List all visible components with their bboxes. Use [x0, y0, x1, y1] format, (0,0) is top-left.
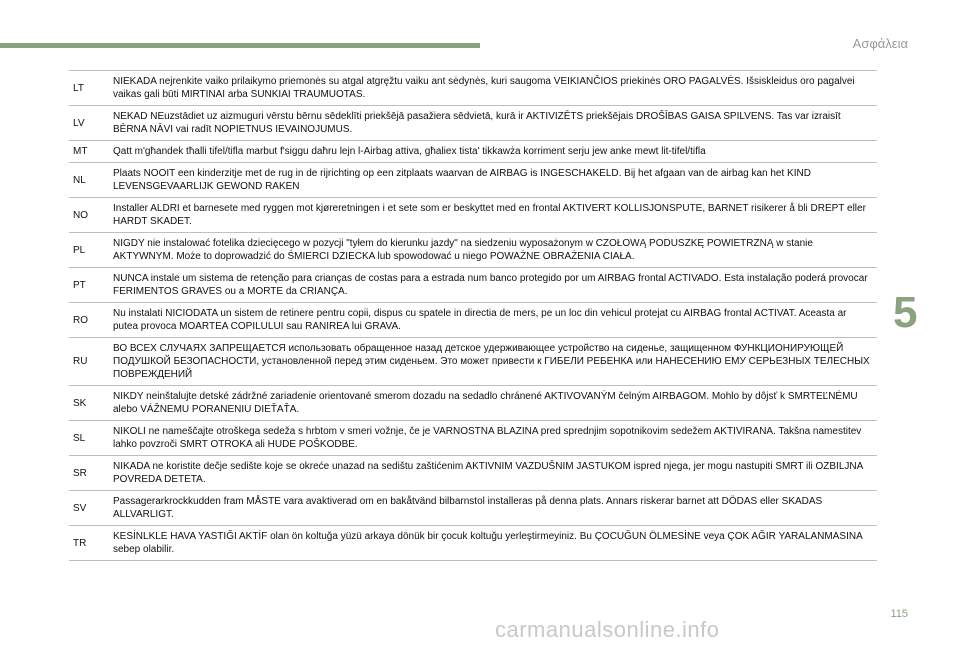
- table-row: [69, 338, 877, 386]
- warning-text: Plaats NOOIT een kinderzitje met de rug in de rijrichting op een zitplaats waarvan de AIRBAG is INGESCHAKELD. Bij het afgaan van de airbag kan het KIND LEVENSGEVAARLIJK GEWOND RAKEN: [107, 163, 877, 198]
- table-row: [69, 491, 877, 526]
- language-code: MT: [69, 141, 107, 163]
- table-row: [69, 526, 877, 561]
- table-row: [69, 386, 877, 421]
- table-row: [69, 163, 877, 198]
- language-code: RO: [69, 303, 107, 338]
- warning-text: NUNCA instale um sistema de retenção para crianças de costas para a estrada num banco protegido por um AIRBAG frontal ACTIVADO. Esta instalação poderá provocar FERIMENTOS GRAVES ou a MORTE da CRIANÇA.: [107, 268, 877, 303]
- language-code: SK: [69, 386, 107, 421]
- language-code: RU: [69, 338, 107, 386]
- chapter-number: 5: [893, 288, 918, 337]
- language-code: PL: [69, 233, 107, 268]
- table-row: [69, 141, 877, 163]
- language-code: PT: [69, 268, 107, 303]
- warning-text: NIKADA ne koristite dečje sedište koje se okreće unazad na sedištu zaštićenim AKTIVNIM VAZDUŠNIM JASTUKOM ispred njega, jer mogu nastupiti SMRT ili OZBILJNA POVREDA DETETA.: [107, 456, 877, 491]
- table-row: [69, 303, 877, 338]
- warning-text: ВО ВСЕХ СЛУЧАЯХ ЗАПРЕЩАЕТСЯ использовать обращенное назад детское удерживающее устройство на сиденье, защищенном ФУНКЦИОНИРУЮЩЕЙ ПОДУШКОЙ БЕЗОПАСНОСТИ, установленной перед этим сиденьем. Это может привести к ГИБЕЛИ РЕБЕНКА или НАНЕСЕНИЮ ЕМУ СЕРЬЕЗНЫХ ТЕЛЕСНЫХ ПОВРЕЖДЕНИЙ: [107, 338, 877, 386]
- warning-text: KESİNLKLE HAVA YASTIĞI AKTİF olan ön koltuğa yüzü arkaya dönük bir çocuk koltuğu yerleştirmeyiniz. Bu ÇOCUĞUN ÖLMESİNE veya ÇOK AĞIR YARALANMASINA sebep olabilir.: [107, 526, 877, 561]
- warning-text: Nu instalati NICIODATA un sistem de retinere pentru copii, dispus cu spatele in directia de mers, pe un loc din vehicul protejat cu AIRBAG frontal ACTIVAT. Aceasta ar putea provoca MOARTEA COPILULUI sau RANIREA lui GRAVA.: [107, 303, 877, 338]
- warning-text: NEKAD NEuzstādiet uz aizmuguri vērstu bērnu sēdeklīti priekšējā pasažiera sēdvietā, kurā ir AKTIVIZĒTS priekšējais DROŠĪBAS GAISA SPILVENS. Tas var izraisīt BĒRNA NĀVI vai radīt NOPIETNUS IEVAINOJUMUS.: [107, 106, 877, 141]
- section-title: Ασφάλεια: [852, 36, 908, 51]
- table-row: [69, 71, 877, 106]
- table-row: [69, 233, 877, 268]
- warning-text: Qatt m'għandek tħalli tifel/tifla marbut f'siggu daħru lejn l-Airbag attiva, għaliex tista' tikkawża korriment serju jew anke mewt lit-tifel/tifla: [107, 141, 877, 163]
- table-row: [69, 198, 877, 233]
- language-code: SR: [69, 456, 107, 491]
- language-code: LV: [69, 106, 107, 141]
- watermark: carmanualsonline.info: [495, 617, 720, 642]
- warning-text: Passagerarkrockkudden fram MÅSTE vara avaktiverad om en bakåtvänd bilbarnstol installeras på denna plats. Annars riskerar barnet att DÖDAS eller SKADAS ALLVARLIGT.: [107, 491, 877, 526]
- page-number: 115: [890, 608, 908, 620]
- language-code: LT: [69, 71, 107, 106]
- warning-text: NIKDY neinštalujte detské zádržné zariadenie orientované smerom dozadu na sedadlo chránené AKTIVOVANÝM čelným AIRBAGOM. Mohlo by dôjsť k SMRTEĽNÉMU alebo VÁŽNEMU PORANENIU DIEŤAŤA.: [107, 386, 877, 421]
- language-code: NL: [69, 163, 107, 198]
- warning-text: NIKOLI ne nameščajte otroškega sedeža s hrbtom v smeri vožnje, če je VARNOSTNA BLAZINA pred sprednjim sopotnikovim sedežem AKTIVIRANA. Takšna namestitev lahko povzroči SMRT OTROKA ali HUDE POŠKODBE.: [107, 421, 877, 456]
- language-code: SV: [69, 491, 107, 526]
- warning-translations-table: [69, 70, 877, 561]
- table-row: [69, 106, 877, 141]
- header-accent-bar: [0, 43, 480, 48]
- warning-text: Installer ALDRI et barnesete med ryggen mot kjøreretningen i et sete som er beskyttet med en frontal AKTIVERT KOLLISJONSPUTE, BARNET risikerer å bli DREPT eller HARDT SKADET.: [107, 198, 877, 233]
- language-code: SL: [69, 421, 107, 456]
- language-code: NO: [69, 198, 107, 233]
- table-row: [69, 456, 877, 491]
- warning-text: NIGDY nie instalować fotelika dziecięcego w pozycji "tyłem do kierunku jazdy" na siedzeniu wyposażonym w CZOŁOWĄ PODUSZKĘ POWIETRZNĄ w stanie AKTYWNYM. Może to doprowadzić do ŚMIERCI DZIECKA lub spowodować u niego POWAŻNE OBRAŻENIA CIAŁA.: [107, 233, 877, 268]
- table-row: [69, 268, 877, 303]
- warning-text: NIEKADA nejrenkite vaiko prilaikymo priemonės su atgal atgręžtu vaiku ant sėdynės, kuri saugoma VEIKIANČIOS priekinės ORO PAGALVĖS. Išsiskleidus oro pagalvei vaikas gali būti MIRTINAI arba SUNKIAI TRAUMUOTAS.: [107, 71, 877, 106]
- table-row: [69, 421, 877, 456]
- language-code: TR: [69, 526, 107, 561]
